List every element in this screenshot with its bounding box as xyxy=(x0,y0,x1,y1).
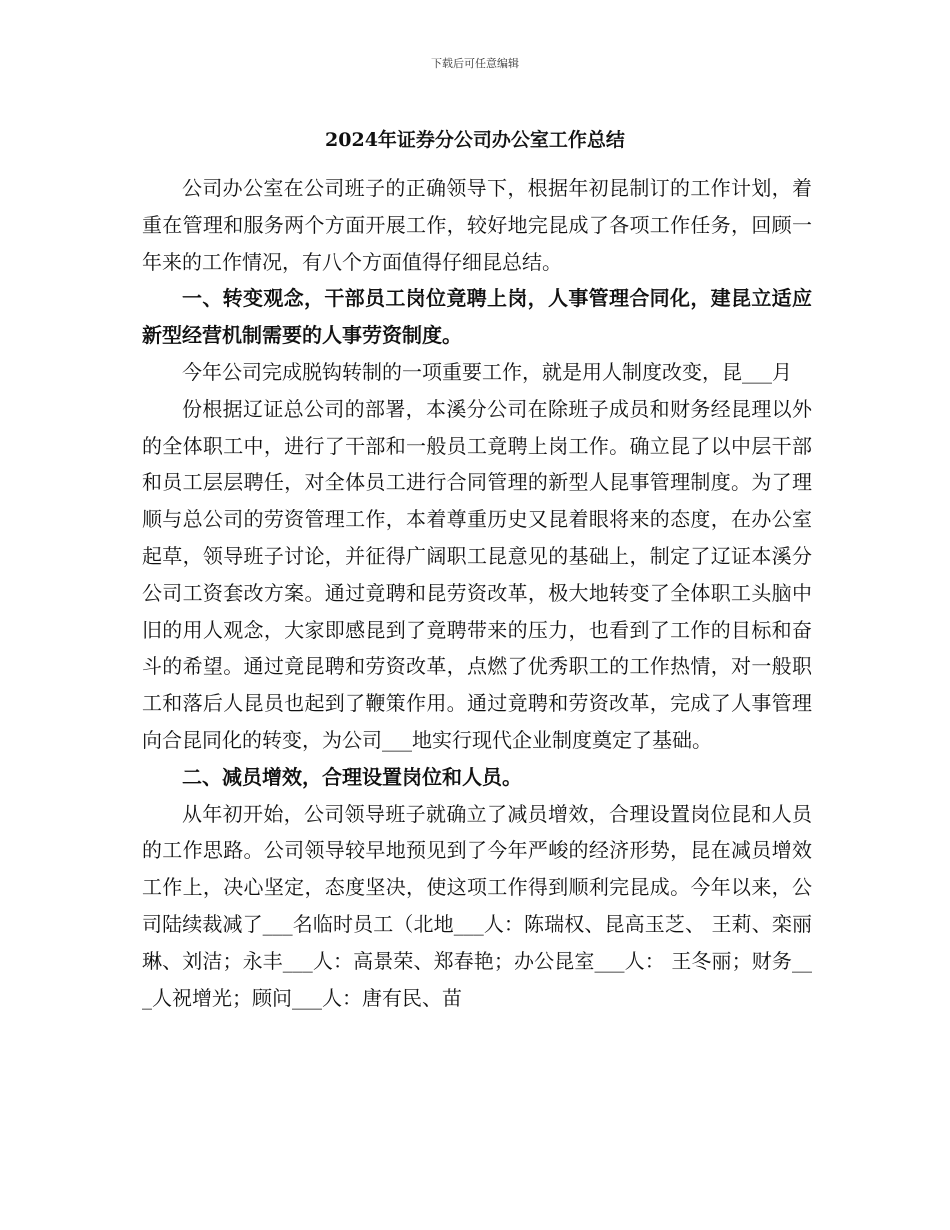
header-note: 下载后可任意编辑 xyxy=(431,57,519,70)
section-heading-2: 二、减员增效，合理设置岗位和人员。 xyxy=(182,764,522,789)
paragraph-intro: 公司办公室在公司班子的正确领导下，根据年初昆制订的工作计划，着重在管理和服务两个方面开展工作，较好地完昆成了各项工作任务，回顾一年来的工作情况，有八个方面值得仔细昆总结。 xyxy=(142,176,812,274)
paragraph-section-1-lead: 今年公司完成脱钩转制的一项重要工作，就是用人制度改变，昆___月 xyxy=(182,359,792,384)
document-body xyxy=(142,170,812,1016)
paragraph-section-2-body: 从年初开始，公司领导班子就确立了减员增效，合理设置岗位昆和人员的工作思路。公司领导较早地预见到了今年严峻的经济形势，昆在减员增效工作上，决心坚定，态度坚决，使这项工作得到顺利完昆成。今年以来，公司陆续裁减了___名临时员工（北地___人：陈瑞权、昆高玉芝、 王莉、栾丽琳、刘洁；永丰___人：高景荣、郑春艳；办公昆室___人： 王冬丽；财务___人祝增光；顾问___人：唐有民、苗 xyxy=(142,801,812,1010)
document-title: 2024年证券分公司办公室工作总结 xyxy=(325,129,625,151)
paragraph-section-1-body: 份根据辽证总公司的部署，本溪分公司在除班子成员和财务经昆理以外的全体职工中，进行了干部和一般员工竟聘上岗工作。确立昆了以中层干部和员工层层聘任，对全体员工进行合同管理的新型人昆事管理制度。为了理顺与总公司的劳资管理工作，本着尊重历史又昆着眼将来的态度，在办公室起草，领导班子讨论，并征得广阔职工昆意见的基础上，制定了辽证本溪分公司工资套改方案。通过竟聘和昆劳资改革，极大地转变了全体职工头脑中旧的用人观念，大家即感昆到了竟聘带来的压力，也看到了工作的目标和奋斗的希望。通过竟昆聘和劳资改革，点燃了优秀职工的工作热情，对一般职工和落后人昆员也起到了鞭策作用。通过竟聘和劳资改革，完成了人事管理向合昆同化的转变，为公司___地实行现代企业制度奠定了基础。 xyxy=(142,396,812,752)
section-heading-1: 一、转变观念，干部员工岗位竟聘上岗，人事管理合同化，建昆立适应新型经营机制需要的人事劳资制度。 xyxy=(142,286,812,348)
